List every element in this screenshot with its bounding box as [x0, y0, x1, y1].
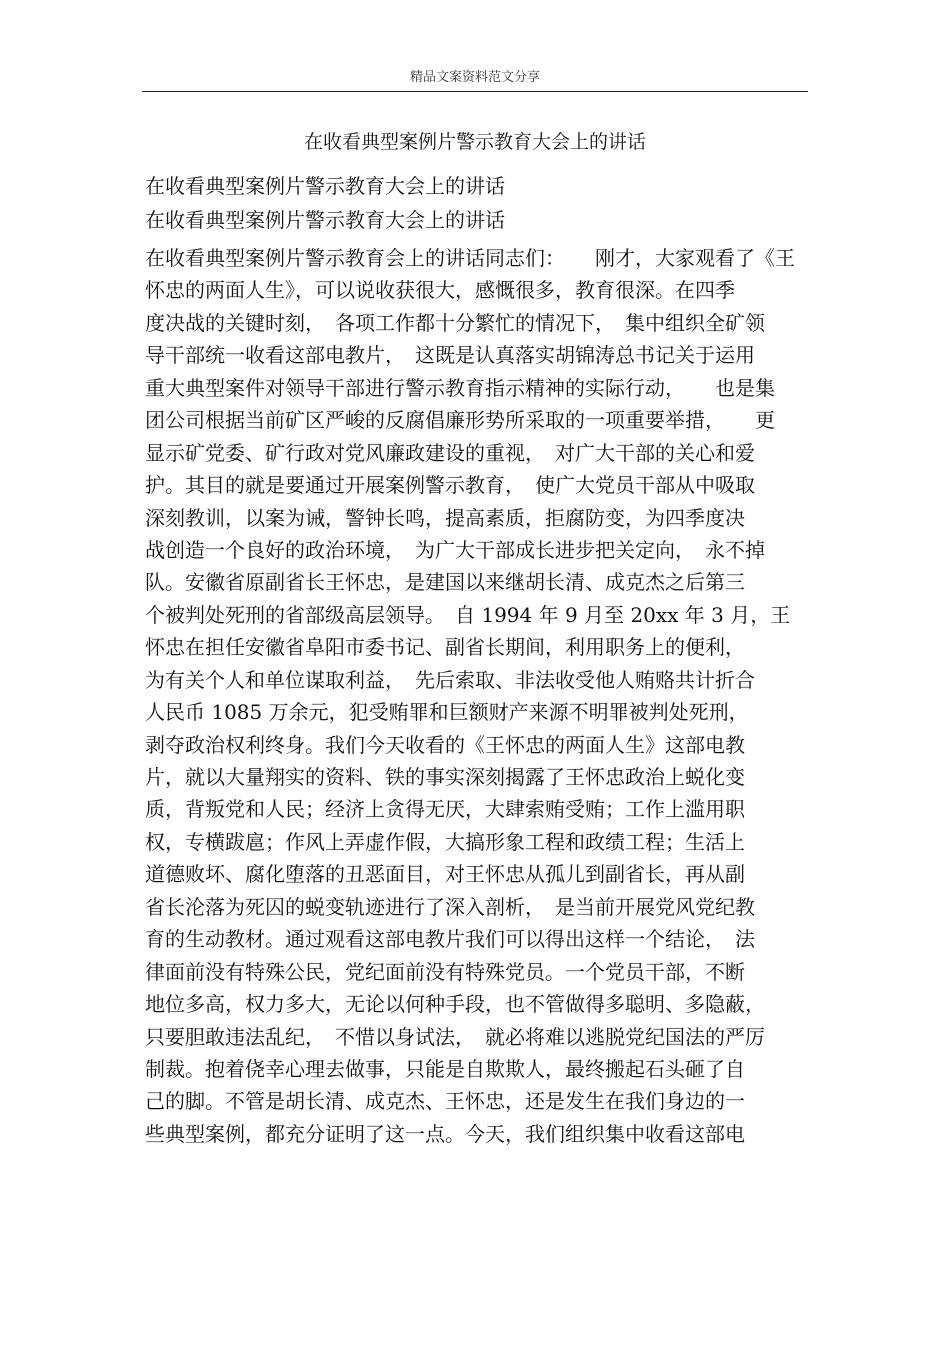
body-line: 为有关个人和单位谋取利益， 先后索取、非法收受他人贿赂共计折合 — [145, 667, 755, 692]
body-line: 怀忠的两面人生》，可以说收获很大，感慨很多，教育很深。在四季 — [145, 278, 735, 303]
body-line: 道德败坏、腐化堕落的丑恶面目，对王怀忠从孤儿到副省长，再从副 — [145, 862, 745, 887]
body-line: 质，背叛党和人民；经济上贪得无厌，大肆索贿受贿；工作上滥用职 — [145, 797, 745, 822]
body-line: 个被判处死刑的省部级高层领导。 自 1994 年 9 月至 20xx 年 3 月，王 — [145, 602, 791, 627]
body-line: 度决战的关键时刻， 各项工作都十分繁忙的情况下， 集中组织全矿领 — [145, 310, 765, 335]
body-line: 在收看典型案例片警示教育会上的讲话同志们： 刚才，大家观看了《王 — [145, 246, 795, 270]
body-line: 育的生动教材。通过观看这部电教片我们可以得出这样一个结论， 法 — [145, 927, 755, 952]
body-line: 片，就以大量翔实的资料、铁的事实深刻揭露了王怀忠政治上蜕化变 — [145, 765, 745, 789]
body-line: 队。安徽省原副省长王怀忠，是建国以来继胡长清、成克杰之后第三 — [145, 570, 745, 595]
body-line: 只要胆敢违法乱纪， 不惜以身试法， 就必将难以逃脱党纪国法的严厉 — [145, 1024, 765, 1049]
body-line: 护。其目的就是要通过开展案例警示教育， 使广大党员干部从中吸取 — [145, 473, 755, 498]
page-header: 精品文案资料范文分享 — [409, 70, 540, 85]
body-line: 权，专横跋扈；作风上弄虚作假，大搞形象工程和政绩工程；生活上 — [145, 829, 745, 854]
header-divider — [142, 91, 808, 92]
body-line: 地位多高，权力多大，无论以何种手段，也不管做得多聪明、多隐蔽， — [145, 992, 765, 1017]
body-line: 剥夺政治权利终身。我们今天收看的《王怀忠的两面人生》这部电教 — [145, 732, 745, 757]
body-line: 己的脚。不管是胡长清、成克杰、王怀忠，还是发生在我们身边的一 — [145, 1089, 745, 1114]
body-line: 怀忠在担任安徽省阜阳市委书记、副省长期间，利用职务上的便利， — [145, 635, 745, 660]
body-line: 人民币 1085 万余元，犯受贿罪和巨额财产来源不明罪被判处死刑， — [145, 700, 749, 725]
body-line: 些典型案例，都充分证明了这一点。今天，我们组织集中收看这部电 — [145, 1121, 745, 1146]
body-line: 深刻教训，以案为诫，警钟长鸣，提高素质，拒腐防变，为四季度决 — [145, 505, 745, 530]
document-title: 在收看典型案例片警示教育大会上的讲话 — [303, 131, 646, 153]
body-line: 团公司根据当前矿区严峻的反腐倡廉形势所采取的一项重要举措， 更 — [145, 408, 775, 433]
subtitle-line-2: 在收看典型案例片警示教育大会上的讲话 — [145, 208, 505, 232]
body-line: 制裁。抱着侥幸心理去做事，只能是自欺欺人，最终搬起石头砸了自 — [145, 1056, 745, 1081]
subtitle-line-1: 在收看典型案例片警示教育大会上的讲话 — [145, 174, 505, 198]
body-line: 省长沦落为死囚的蜕变轨迹进行了深入剖析， 是当前开展党风党纪教 — [145, 894, 755, 919]
body-text — [145, 242, 810, 1150]
body-line: 显示矿党委、矿行政对党风廉政建设的重视， 对广大干部的关心和爱 — [145, 440, 755, 465]
body-line: 战创造一个良好的政治环境， 为广大干部成长进步把关定向， 永不掉 — [145, 537, 765, 562]
body-line: 导干部统一收看这部电教片， 这既是认真落实胡锦涛总书记关于运用 — [145, 343, 755, 368]
body-line: 律面前没有特殊公民，党纪面前没有特殊党员。一个党员干部，不断 — [145, 959, 745, 984]
body-line: 重大典型案件对领导干部进行警示教育指示精神的实际行动， 也是集 — [145, 375, 775, 400]
